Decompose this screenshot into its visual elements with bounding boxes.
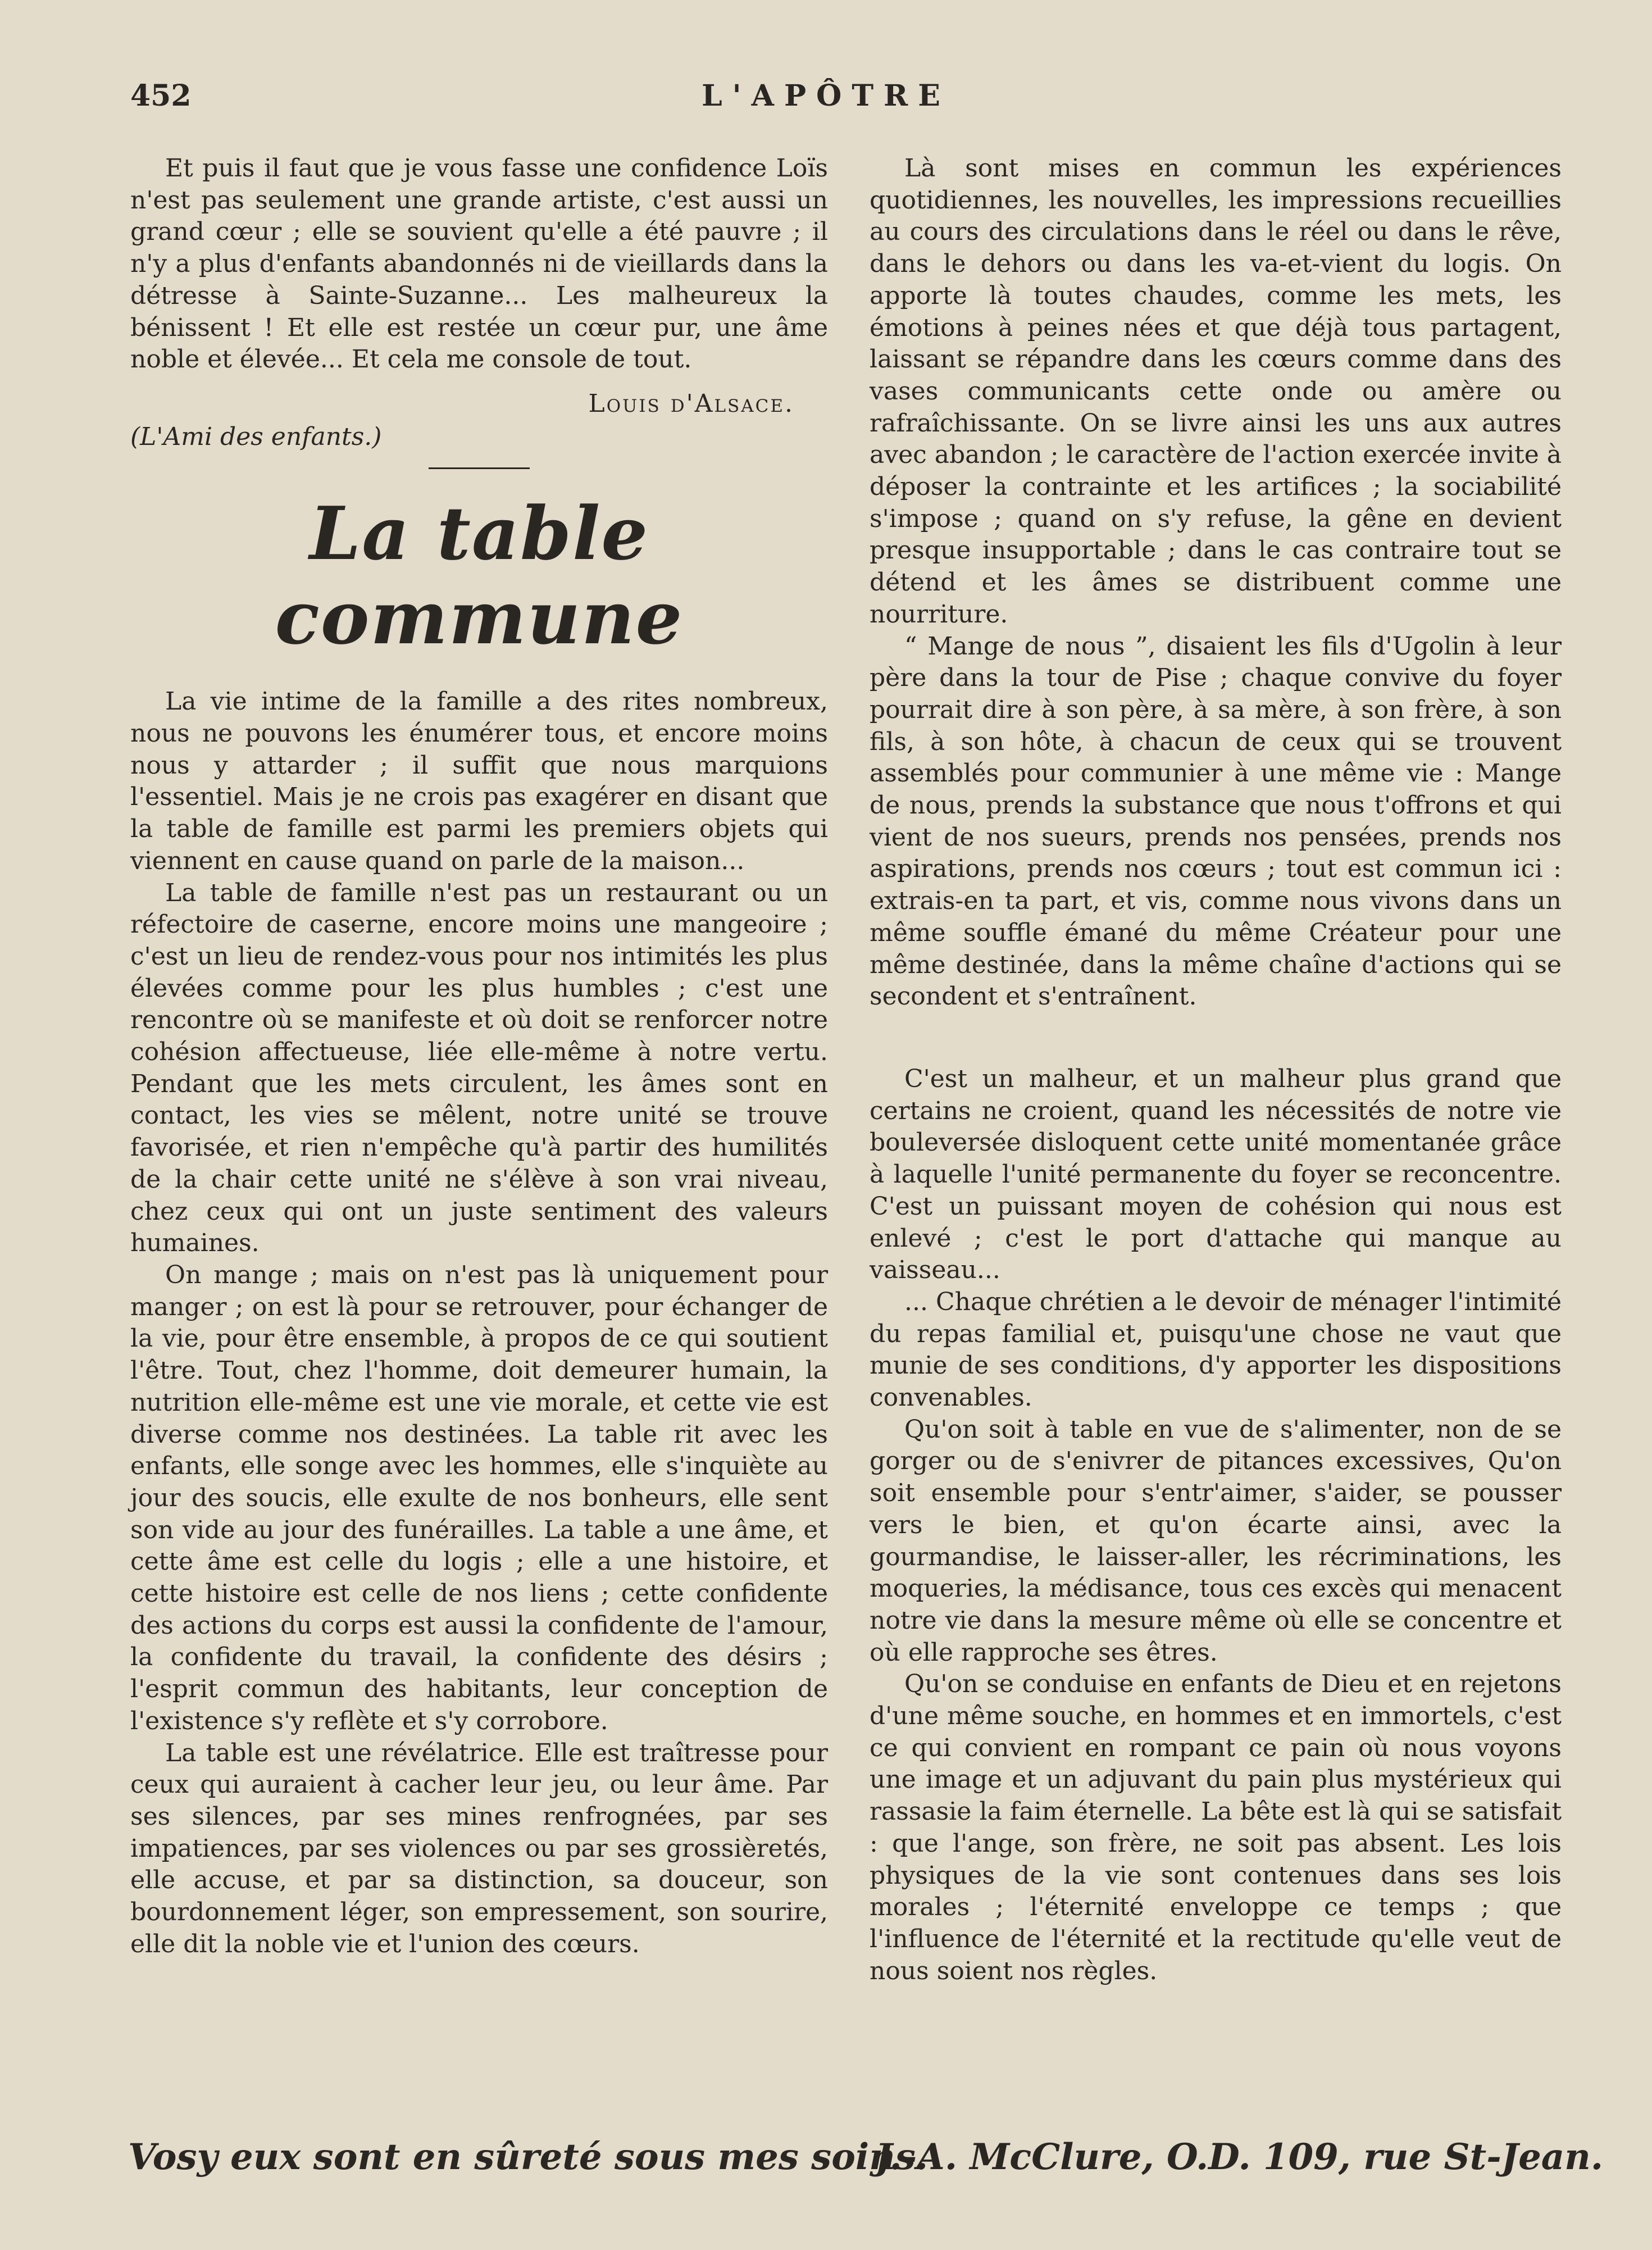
paragraph: Là sont mises en commun les expériences quotidiennes, les nouvelles, les impressions recueillies au cours des circulations dans le réel ou dans le rêve, dans le dehors ou dans les va-et-vient du logis. On apporte là toutes chaudes, comme les mets, les émotions à peines nées et que déjà tous partagent, laissant se répandre dans les cœurs comme dans des vases communicants cette onde ou amère ou rafraîchissante. On se livre ainsi les uns aux autres avec abandon ; le caractère de l'action exercée invite à déposer la contrainte et les artifices ; la sociabilité s'impose ; quand on s'y refuse, la gêne en devient presque insupportable ; dans le cas contraire tout se détend et les âmes se distribuent comme une nourriture. bbox=[870, 154, 1562, 629]
running-title: L'APÔTRE bbox=[702, 79, 950, 113]
author-signature: Louis d'Alsace. bbox=[588, 389, 794, 418]
intro-paragraph: Et puis il faut que je vous fasse une confidence Loïs n'est pas seulement une grande artiste, c'est aussi un grand cœur ; elle se souvient qu'elle a été pauvre ; il n'y a plus d'enfants abandonnés ni de vieillards dans la détresse à Sainte-Suzanne... Les malheureux la bénissent ! Et elle est restée un cœur pur, une âme noble et élevée... Et cela me console de tout. bbox=[130, 154, 828, 374]
left-column bbox=[130, 153, 828, 1960]
paragraph: “ Mange de nous ”, disaient les fils d'Ugolin à leur père dans la tour de Pise ; chaque convive du foyer pourrait dire à son père, à sa mère, à son frère, à son fils, à son hôte, à chacun de ceux qui se trouvent assemblés pour communier à une même vie : Mange de nous, prends la substance que nous t'offrons et qui vient de nos sueurs, prends nos pensées, prends nos aspirations, prends nos cœurs ; tout est commun ici : extrais-en ta part, et vis, comme nous vivons dans un même souffle émané du même Créateur pour une même destinée, dans la même chaîne d'actions qui se secondent et s'entraînent. bbox=[870, 631, 1562, 1011]
paragraph: La vie intime de la famille a des rites nombreux, nous ne pouvons les énumérer tous, et encore moins nous y attarder ; il suffit que nous marquions l'essentiel. Mais je ne crois pas exagérer en disant que la table de famille est parmi les premiers objets qui viennent en cause quand on parle de la maison... bbox=[130, 687, 828, 875]
source-citation: (L'Ami des enfants.) bbox=[130, 422, 382, 451]
page-header bbox=[0, 79, 1652, 124]
paragraph: Qu'on se conduise en enfants de Dieu et en rejetons d'une même souche, en hommes et en immortels, c'est ce qui convient en rompant ce pain où nous voyons une image et un adjuvant du pain plus mystérieux qui rassasie la faim éternelle. La bête est là qui se satisfait : que l'ange, son frère, ne soit pas absent. Les lois physiques de la vie sont contenues dans ses lois morales ; l'éternité enveloppe ce temps ; que l'influence de l'éternité et la rectitude qu'elle veut de nous soient nos règles. bbox=[870, 1670, 1562, 1985]
right-column bbox=[870, 153, 1562, 1987]
article-title: La table commune bbox=[275, 490, 684, 661]
footer-advertisement bbox=[128, 2135, 1604, 2180]
advertisement-address: J.-A. McClure, O.D. 109, rue St-Jean. bbox=[875, 2136, 1604, 2178]
paragraph: C'est un malheur, et un malheur plus grand que certains ne croient, quand les nécessités de notre vie bouleversée disloquent cette unité momentanée grâce à laquelle l'unité permanente du foyer se reconcentre. C'est un puissant moyen de cohésion qui nous est enlevé ; c'est le port d'attache qui manque au vaisseau... bbox=[870, 1064, 1562, 1285]
page-number: 452 bbox=[130, 79, 192, 113]
paragraph: On mange ; mais on n'est pas là uniquement pour manger ; on est là pour se retrouver, pour échanger de la vie, pour être ensemble, à propos de ce qui soutient l'être. Tout, chez l'homme, doit demeurer humain, la nutrition elle-même est une vie morale, et cette vie est diverse comme nos destinées. La table rit avec les enfants, elle songe avec les hommes, elle s'inquiète au jour des soucis, elle exulte de nos bonheurs, elle sent son vide au jour des funérailles. La table a une âme, et cette âme est celle du logis ; elle a une histoire, et cette histoire est celle de nos liens ; cette confidente des actions du corps est aussi la confidente de l'amour, la confidente du travail, la confidente des désirs ; l'esprit commun des habitants, leur conception de l'existence s'y reflète et s'y corrobore. bbox=[130, 1260, 828, 1735]
paragraph: ... Chaque chrétien a le devoir de ménager l'intimité du repas familial et, puisqu'une chose ne vaut que munie de ses conditions, d'y apporter les dispositions convenables. bbox=[870, 1287, 1562, 1412]
section-divider bbox=[429, 467, 530, 469]
paragraph: Qu'on soit à table en vue de s'alimenter, non de se gorger ou de s'enivrer de pitances excessives, Qu'on soit ensemble pour s'entr'aimer, s'aider, se pousser vers le bien, et qu'on écarte ainsi, avec la gourmandise, le laisser-aller, les récriminations, les moqueries, la médisance, tous ces excès qui menacent notre vie dans la mesure même où elle se concentre et où elle rapproche ses êtres. bbox=[870, 1415, 1562, 1667]
paragraph: La table de famille n'est pas un restaurant ou un réfectoire de caserne, encore moins une mangeoire ; c'est un lieu de rendez-vous pour nos intimités les plus élevées comme pour les plus humbles ; c'est une rencontre où se manifeste et où doit se renforcer notre cohésion affectueuse, liée elle-même à notre vertu. Pendant que les mets circulent, les âmes sont en contact, les vies se mêlent, notre unité se trouve favorisée, et rien n'empêche qu'à partir des humilités de la chair cette unité ne s'élève à son vrai niveau, chez ceux qui ont un juste sentiment des valeurs humaines. bbox=[130, 878, 828, 1258]
paragraph: La table est une révélatrice. Elle est traîtresse pour ceux qui auraient à cacher leur jeu, ou leur âme. Par ses silences, par ses mines renfrognées, par ses impatiences, par ses violences ou par ses grossièretés, elle accuse, et par sa distinction, sa douceur, son bourdonnement léger, son empressement, son sourire, elle dit la noble vie et l'union des cœurs. bbox=[130, 1738, 828, 1958]
advertisement-slogan: Vosy eux sont en sûreté sous mes soins. bbox=[128, 2136, 929, 2178]
